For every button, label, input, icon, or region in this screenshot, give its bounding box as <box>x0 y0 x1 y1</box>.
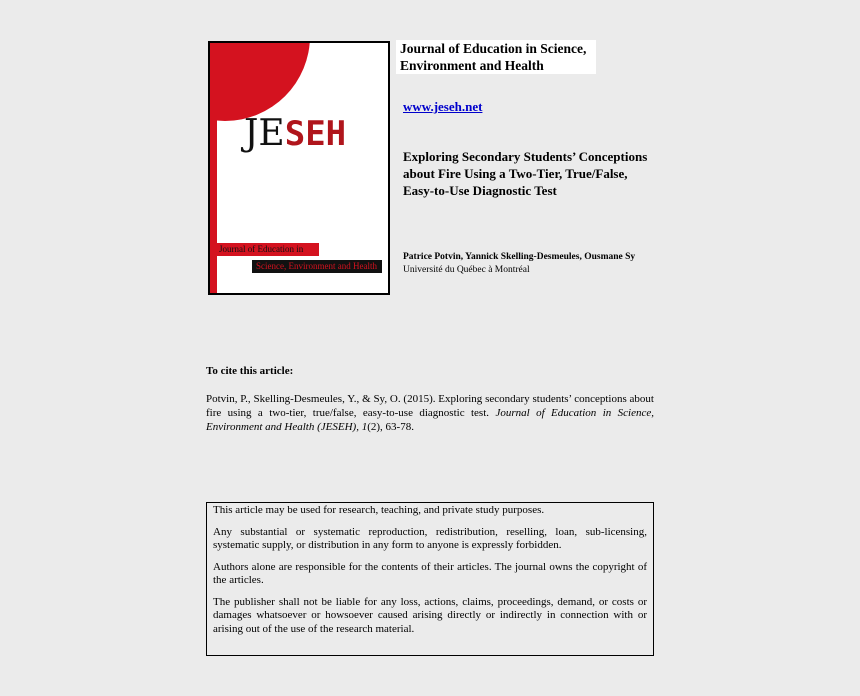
article-authors: Patrice Potvin, Yannick Skelling-Desmeules, Ousmane Sy <box>403 252 636 262</box>
terms-of-use-box <box>206 502 654 656</box>
terms-paragraph: Any substantial or systematic reproduction, redistribution, reselling, loan, sub-licensing, systematic supply, or distribution in any form to anyone is expressly forbidden. <box>213 525 647 551</box>
cover-band-bottom: Science, Environment and Health <box>252 260 382 273</box>
article-title: Exploring Secondary Students’ Conceptions about Fire Using a Two-Tier, True/False, Easy-to-Use Diagnostic Test <box>403 149 648 198</box>
journal-cover-image <box>208 41 390 295</box>
jeseh-logo: JESEH <box>244 113 347 154</box>
author-affiliation: Université du Québec à Montréal <box>403 265 530 275</box>
journal-title: Journal of Education in Science, Environment and Health <box>396 40 596 74</box>
cite-heading: To cite this article: <box>206 365 294 377</box>
cover-band-top: Journal of Education in <box>217 243 319 256</box>
citation-text: Potvin, P., Skelling-Desmeules, Y., & Sy, O. (2015). Exploring secondary students’ conceptions about fire using a two-tier, true/false, easy-to-use diagnostic test. Journal of Education in Science, Environment and Health (JESEH), 1(2), 63-78. <box>206 393 654 433</box>
cover-red-circle <box>208 41 310 121</box>
terms-paragraph: The publisher shall not be liable for any loss, actions, claims, proceedings, demand, or costs or damages whatsoever or howsoever caused arising directly or indirectly in connection with or arising out of the use of the research material. <box>213 595 647 635</box>
journal-url-link[interactable]: www.jeseh.net <box>403 99 483 114</box>
terms-paragraph: Authors alone are responsible for the contents of their articles. The journal owns the copyright of the articles. <box>213 560 647 586</box>
terms-paragraph: This article may be used for research, teaching, and private study purposes. <box>213 504 545 516</box>
cover-red-bar <box>210 43 217 293</box>
